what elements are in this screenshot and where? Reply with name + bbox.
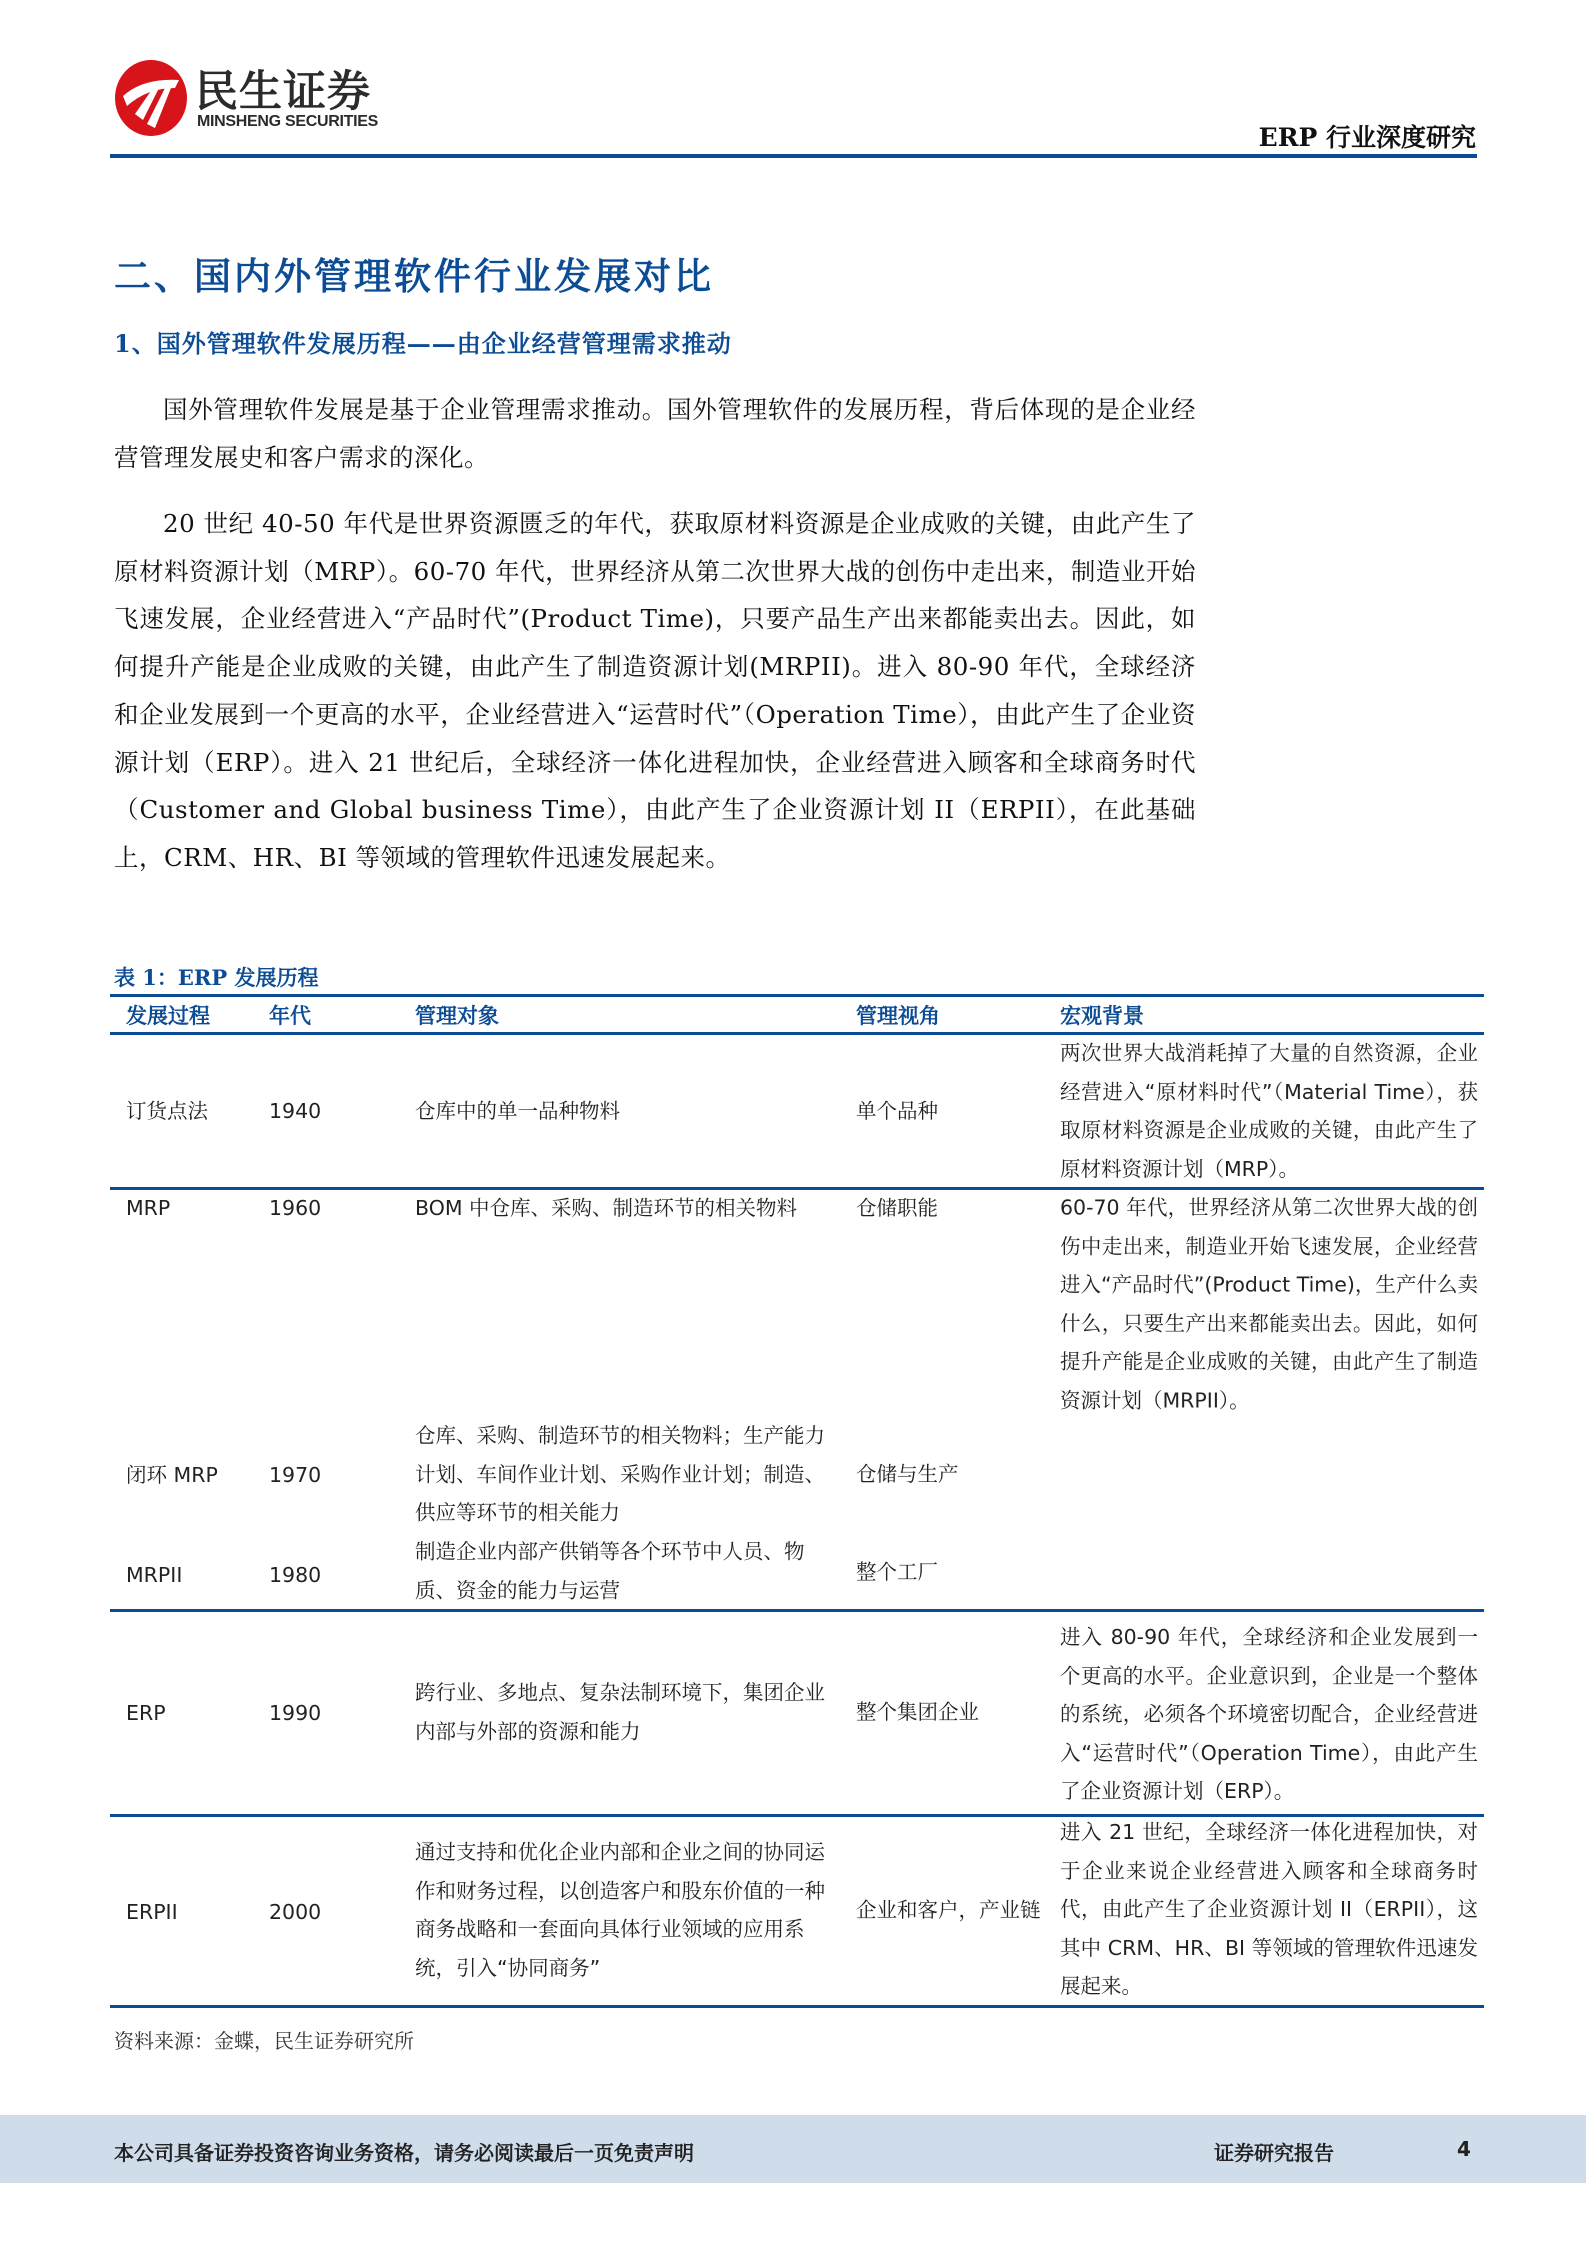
cell-year: 1940	[269, 1098, 322, 1123]
table-bottom-rule	[110, 2005, 1484, 2008]
report-title: ERP 行业深度研究	[1258, 123, 1476, 152]
column-header: 宏观背景	[1060, 1003, 1144, 1028]
paragraph: 国外管理软件发展是基于企业管理需求推动。国外管理软件的发展历程，背后体现的是企业经营管理发展史和客户需求的深化。	[114, 395, 1196, 472]
logo-chinese-name: 民生证券	[195, 67, 371, 117]
paragraph: 20 世纪 40-50 年代是世界资源匮乏的年代，获取原材料资源是企业成败的关键，由此产生了原材料资源计划（MRP）。60-70 年代，世界经济从第二次世界大战的创伤中走出来，制造业开始飞速发展，企业经营进入“产品时代”(Product Time)，只要产品生产出来都能卖出去。因此，如何提升产能是企业成败的关键，由此产生了制造资源计划(MRPII)。进入 80-90 年代，全球经济和企业发展到一个更高的水平，企业经营进入“运营时代”（Operation Time），由此产生了企业资源计划（ERP）。进入 21 世纪后，全球经济一体化进程加快，企业经营进入顾客和全球商务时代（Customer and Global business Time），由此产生了企业资源计划 II（ERPII），在此基础上，CRM、HR、BI 等领域的管理软件迅速发展起来。	[114, 509, 1196, 872]
cell-object: BOM 中仓库、采购、制造环节的相关物料	[415, 1195, 798, 1220]
cell-view: 企业和客户，产业链	[856, 1897, 1041, 1922]
page-number: 4	[1457, 2137, 1471, 2161]
cell-object: 仓库、采购、制造环节的相关物料；生产能力计划、车间作业计划、采购作业计划；制造、供应等环节的相关能力	[415, 1423, 825, 1525]
cell-view: 整个集团企业	[856, 1699, 979, 1724]
cell-stage: MRP	[126, 1195, 171, 1220]
cell-stage: ERP	[126, 1700, 166, 1725]
column-header: 管理视角	[856, 1003, 940, 1028]
cell-year: 2000	[269, 1899, 322, 1924]
cell-year: 1990	[269, 1700, 322, 1725]
header-divider	[110, 154, 1477, 158]
table-source: 资料来源：金蝶，民生证券研究所	[114, 2029, 414, 2053]
column-header: 发展过程	[126, 1003, 210, 1028]
cell-view: 仓储与生产	[856, 1461, 959, 1486]
cell-object: 仓库中的单一品种物料	[415, 1098, 620, 1123]
cell-year: 1980	[269, 1562, 322, 1587]
cell-year: 1960	[269, 1195, 322, 1220]
cell-year: 1970	[269, 1462, 322, 1487]
cell-view: 单个品种	[856, 1098, 938, 1123]
row-divider	[110, 1609, 1484, 1612]
cell-object: 制造企业内部产供销等各个环节中人员、物质、资金的能力与运营	[415, 1539, 805, 1602]
cell-background: 两次世界大战消耗掉了大量的自然资源，企业经营进入“原材料时代”（Material Time），获取原材料资源是企业成败的关键，由此产生了原材料资源计划（MRP）。	[1060, 1041, 1478, 1181]
table-top-rule	[110, 994, 1484, 997]
column-header: 年代	[269, 1003, 311, 1028]
cell-background: 进入 21 世纪，全球经济一体化进程加快，对于企业来说企业经营进入顾客和全球商务时代，由此产生了企业资源计划 II（ERPII），这其中 CRM、HR、BI 等领域的管理软件迅速发展起来。	[1060, 1819, 1478, 1998]
logo-english-name: MINSHENG SECURITIES	[197, 113, 378, 130]
cell-stage: MRPII	[126, 1562, 183, 1587]
cell-background: 进入 80-90 年代，全球经济和企业发展到一个更高的水平。企业意识到，企业是一个整体的系统，必须各个环境密切配合，企业经营进入“运营时代”（Operation Time），由此产生了企业资源计划（ERP）。	[1060, 1624, 1478, 1803]
footer-disclaimer: 本公司具备证券投资咨询业务资格，请务必阅读最后一页免责声明	[114, 2141, 694, 2165]
company-logo	[113, 56, 398, 140]
page-footer	[0, 2115, 1586, 2183]
table-caption: 表 1：ERP 发展历程	[114, 965, 319, 990]
column-header: 管理对象	[415, 1003, 499, 1028]
cell-view: 仓储职能	[856, 1195, 938, 1220]
cell-object: 跨行业、多地点、复杂法制环境下，集团企业内部与外部的资源和能力	[415, 1680, 825, 1743]
cell-stage: ERPII	[126, 1899, 178, 1924]
section-title: 二、国内外管理软件行业发展对比	[114, 254, 714, 298]
cell-background: 60-70 年代，世界经济从第二次世界大战的创伤中走出来，制造业开始飞速发展，企业经营进入“产品时代”(Product Time)，生产什么卖什么，只要生产出来都能卖出去。因此，如何提升产能是企业成败的关键，由此产生了制造资源计划（MRPII）。	[1060, 1195, 1478, 1412]
cell-object: 通过支持和优化企业内部和企业之间的协同运作和财务过程，以创造客户和股东价值的一种商务战略和一套面向具体行业领域的应用系统，引入“协同商务”	[415, 1840, 825, 1980]
cell-stage: 闭环 MRP	[126, 1462, 218, 1487]
cell-view: 整个工厂	[856, 1559, 938, 1584]
cell-stage: 订货点法	[126, 1098, 208, 1123]
minsheng-logo-icon	[113, 58, 193, 138]
subsection-title: 1、国外管理软件发展历程——由企业经营管理需求推动	[114, 329, 732, 358]
footer-report-type: 证券研究报告	[1214, 2141, 1334, 2165]
